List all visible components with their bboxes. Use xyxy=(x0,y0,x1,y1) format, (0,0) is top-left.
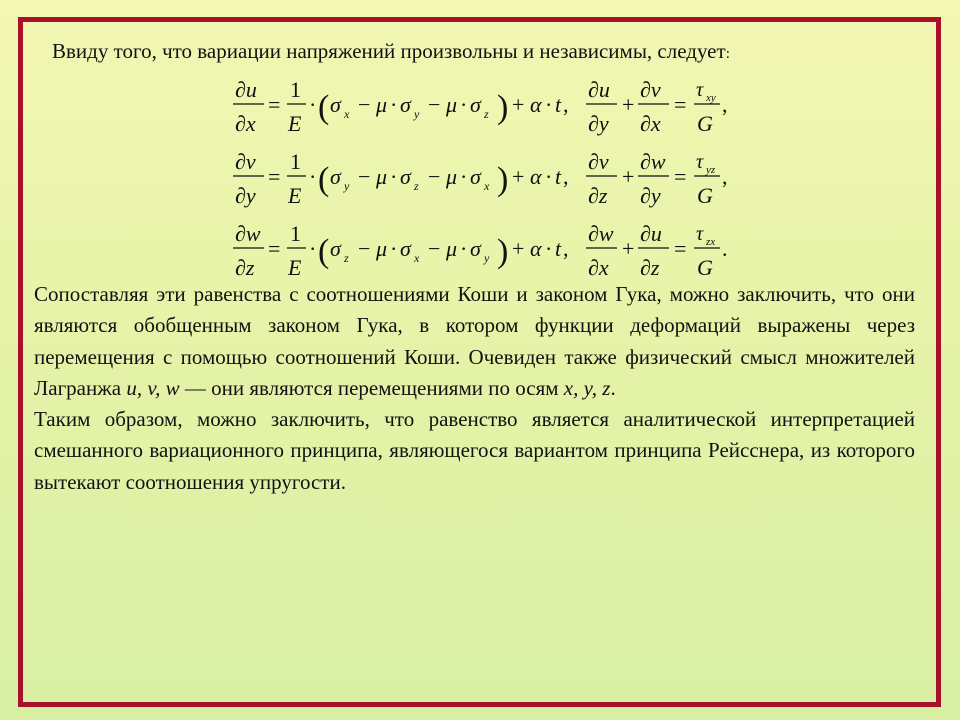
tau: τ xyxy=(696,223,704,245)
mu-2: μ xyxy=(446,236,458,261)
sigma-3: σ xyxy=(470,92,481,117)
shear-modulus-g: G xyxy=(697,111,713,136)
mu-2: μ xyxy=(446,164,458,189)
paragraph-2: Таким образом, можно заключить, что равенство является аналитической интерпретацией смешанного вариационного принципа, являющегося вариантом принципа Рейсснера, из которого вытекают соотношения упругости. xyxy=(34,407,915,494)
lhs-denominator: ∂y xyxy=(235,183,256,208)
dot-3: · xyxy=(545,236,553,261)
sigma-1: σ xyxy=(330,92,341,117)
intro-main-text: Ввиду того, что вариации напряжений произвольны и независимы, следует xyxy=(52,39,726,63)
plus-2: + xyxy=(622,92,635,117)
one-numerator: 1 xyxy=(290,149,301,174)
mu-2: μ xyxy=(446,92,458,117)
deriv-2-num: ∂v xyxy=(640,77,661,102)
alpha: α xyxy=(530,236,542,261)
tau-sub: xy xyxy=(706,92,716,104)
alpha: α xyxy=(530,164,542,189)
deriv-1-den: ∂y xyxy=(588,111,609,136)
deriv-2-den: ∂z xyxy=(640,255,660,280)
one-numerator: 1 xyxy=(290,221,301,246)
lhs-numerator: ∂w xyxy=(235,221,261,246)
minus-2: − xyxy=(428,164,441,189)
row-end: . xyxy=(722,236,728,261)
formula-row-3 xyxy=(233,221,728,280)
dot-2: · xyxy=(460,92,468,117)
sigma-1-sub: y xyxy=(344,179,350,193)
row-end: , xyxy=(722,164,728,189)
formula-block xyxy=(0,0,960,280)
sigma-3: σ xyxy=(470,236,481,261)
mu-1: μ xyxy=(376,236,388,261)
comma-1: , xyxy=(563,164,569,189)
plus-1: + xyxy=(512,92,525,117)
equals-sign: = xyxy=(268,92,281,117)
tau: τ xyxy=(696,79,704,101)
dot-2: · xyxy=(460,236,468,261)
right-paren: ) xyxy=(497,89,509,126)
temperature-t: t xyxy=(555,92,562,117)
deriv-2-num: ∂u xyxy=(640,221,662,246)
sigma-1: σ xyxy=(330,164,341,189)
temperature-t: t xyxy=(555,236,562,261)
dot-operator: · xyxy=(309,164,317,189)
dot-2: · xyxy=(460,164,468,189)
sigma-1: σ xyxy=(330,236,341,261)
shear-modulus-g: G xyxy=(697,183,713,208)
equals-sign-2: = xyxy=(674,164,687,189)
sigma-2-sub: x xyxy=(414,251,420,265)
left-paren: ( xyxy=(318,233,330,270)
modulus-e: E xyxy=(288,111,302,136)
plus-2: + xyxy=(622,236,635,261)
deriv-2-num: ∂w xyxy=(640,149,666,174)
dot-operator: · xyxy=(309,92,317,117)
sigma-2: σ xyxy=(400,236,411,261)
mu-1: μ xyxy=(376,164,388,189)
sigma-1-sub: z xyxy=(344,251,349,265)
minus-2: − xyxy=(428,236,441,261)
sigma-1-sub: x xyxy=(344,107,350,121)
sigma-3: σ xyxy=(470,164,481,189)
plus-1: + xyxy=(512,236,525,261)
deriv-1-num: ∂w xyxy=(588,221,614,246)
lhs-denominator: ∂x xyxy=(235,111,256,136)
one-numerator: 1 xyxy=(290,77,301,102)
body-text xyxy=(34,279,915,498)
intro-colon: : xyxy=(725,46,730,62)
equals-sign: = xyxy=(268,236,281,261)
tau-sub: yz xyxy=(706,164,716,176)
formula-row-2 xyxy=(233,149,728,208)
minus-1: − xyxy=(358,236,371,261)
modulus-e: E xyxy=(288,255,302,280)
deriv-1-num: ∂u xyxy=(588,77,610,102)
formula-row-1 xyxy=(233,77,728,136)
alpha: α xyxy=(530,92,542,117)
plus-2: + xyxy=(622,164,635,189)
comma-1: , xyxy=(563,236,569,261)
deriv-1-num: ∂v xyxy=(588,149,609,174)
para1-text-a: Сопоставляя эти равенства с соотношениями Коши и законом Гука, можно заключить, что они являются обобщенным законом Гука, в котором функции деформаций выражены через перемещения с помощью соотношений Коши. Очевиден также физический смысл множителей Лагранжа xyxy=(34,282,915,400)
para1-lagrange-vars: u, v, w xyxy=(126,375,180,400)
deriv-1-den: ∂z xyxy=(588,183,608,208)
equals-sign-2: = xyxy=(674,92,687,117)
shear-modulus-g: G xyxy=(697,255,713,280)
right-paren: ) xyxy=(497,233,509,270)
para1-text-b: — они являются перемещениями по осям xyxy=(184,375,559,400)
deriv-1-den: ∂x xyxy=(588,255,609,280)
equals-sign: = xyxy=(268,164,281,189)
temperature-t: t xyxy=(555,164,562,189)
minus-1: − xyxy=(358,164,371,189)
lhs-numerator: ∂v xyxy=(235,149,256,174)
lhs-numerator: ∂u xyxy=(235,77,257,102)
sigma-2-sub: y xyxy=(414,107,420,121)
left-paren: ( xyxy=(318,89,330,126)
dot-3: · xyxy=(545,92,553,117)
right-paren: ) xyxy=(497,161,509,198)
dot-operator: · xyxy=(309,236,317,261)
sigma-3-sub: z xyxy=(484,107,489,121)
dot-1: · xyxy=(390,236,398,261)
sigma-2-sub: z xyxy=(414,179,419,193)
dot-3: · xyxy=(545,164,553,189)
deriv-2-den: ∂y xyxy=(640,183,661,208)
tau-sub: zx xyxy=(706,236,716,248)
comma-1: , xyxy=(563,92,569,117)
dot-1: · xyxy=(390,92,398,117)
sigma-2: σ xyxy=(400,92,411,117)
row-end: , xyxy=(722,92,728,117)
deriv-2-den: ∂x xyxy=(640,111,661,136)
minus-2: − xyxy=(428,92,441,117)
plus-1: + xyxy=(512,164,525,189)
modulus-e: E xyxy=(288,183,302,208)
para1-axes: x, y, z xyxy=(563,375,611,400)
sigma-3-sub: x xyxy=(484,179,490,193)
equals-sign-2: = xyxy=(674,236,687,261)
dot-1: · xyxy=(390,164,398,189)
sigma-2: σ xyxy=(400,164,411,189)
para1-end: . xyxy=(610,375,616,400)
mu-1: μ xyxy=(376,92,388,117)
lhs-denominator: ∂z xyxy=(235,255,255,280)
left-paren: ( xyxy=(318,161,330,198)
paragraph-1 xyxy=(34,279,915,404)
minus-1: − xyxy=(358,92,371,117)
tau: τ xyxy=(696,151,704,173)
sigma-3-sub: y xyxy=(484,251,490,265)
